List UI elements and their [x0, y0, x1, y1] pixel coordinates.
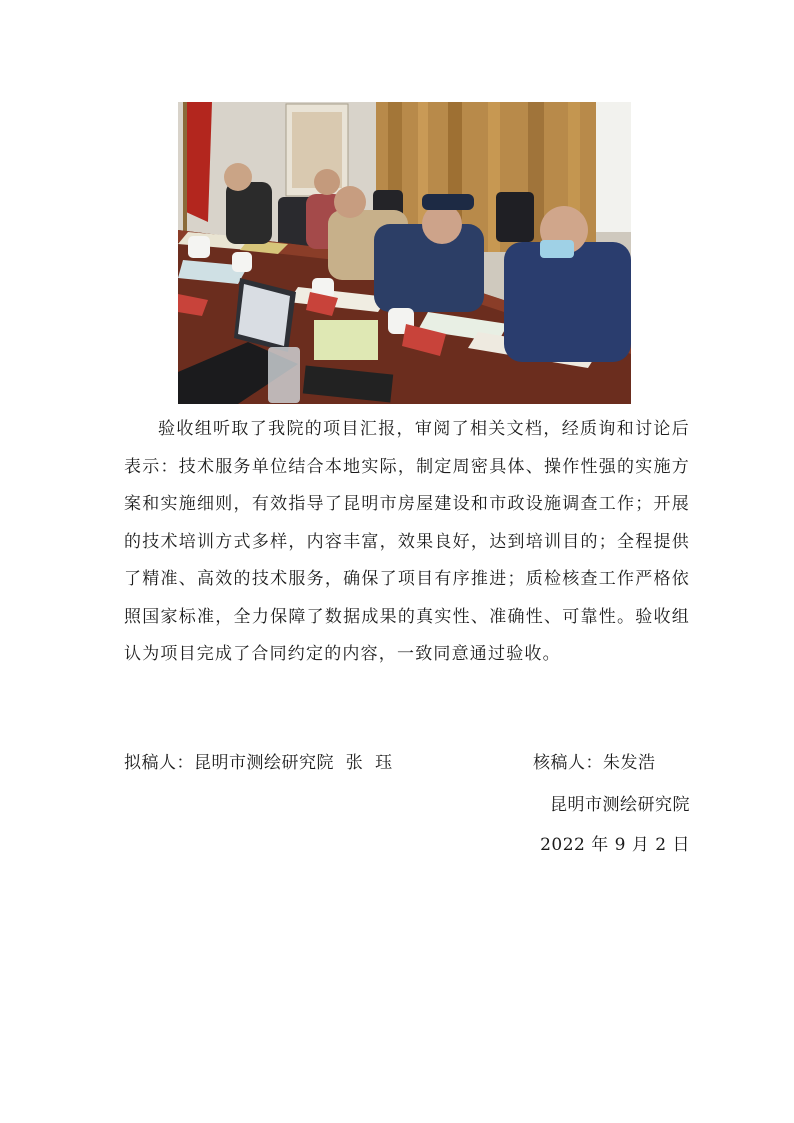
meeting-photo [178, 102, 631, 404]
reviewer-line: 核稿人：朱发浩 [533, 753, 656, 773]
drafter-line: 拟稿人：昆明市测绘研究院 张 珏 [124, 753, 393, 773]
document-date: 2022 年 9 月 2 日 [540, 835, 690, 855]
body-paragraph: 验收组听取了我院的项目汇报，审阅了相关文档，经质询和讨论后表示：技术服务单位结合本地实际，制定周密具体、操作性强的实施方案和实施细则，有效指导了昆明市房屋建设和市政设施调查工作；开展的技术培训方式多样，内容丰富，效果良好，达到培训目的；全程提供了精准、高效的技术服务，确保了项目有序推进；质检核查工作严格依照国家标准，全力保障了数据成果的真实性、准确性、可靠性。验收组认为项目完成了合同约定的内容，一致同意通过验收。 [124, 419, 690, 664]
signature-row [124, 748, 690, 778]
organization-name: 昆明市测绘研究院 [550, 795, 690, 815]
